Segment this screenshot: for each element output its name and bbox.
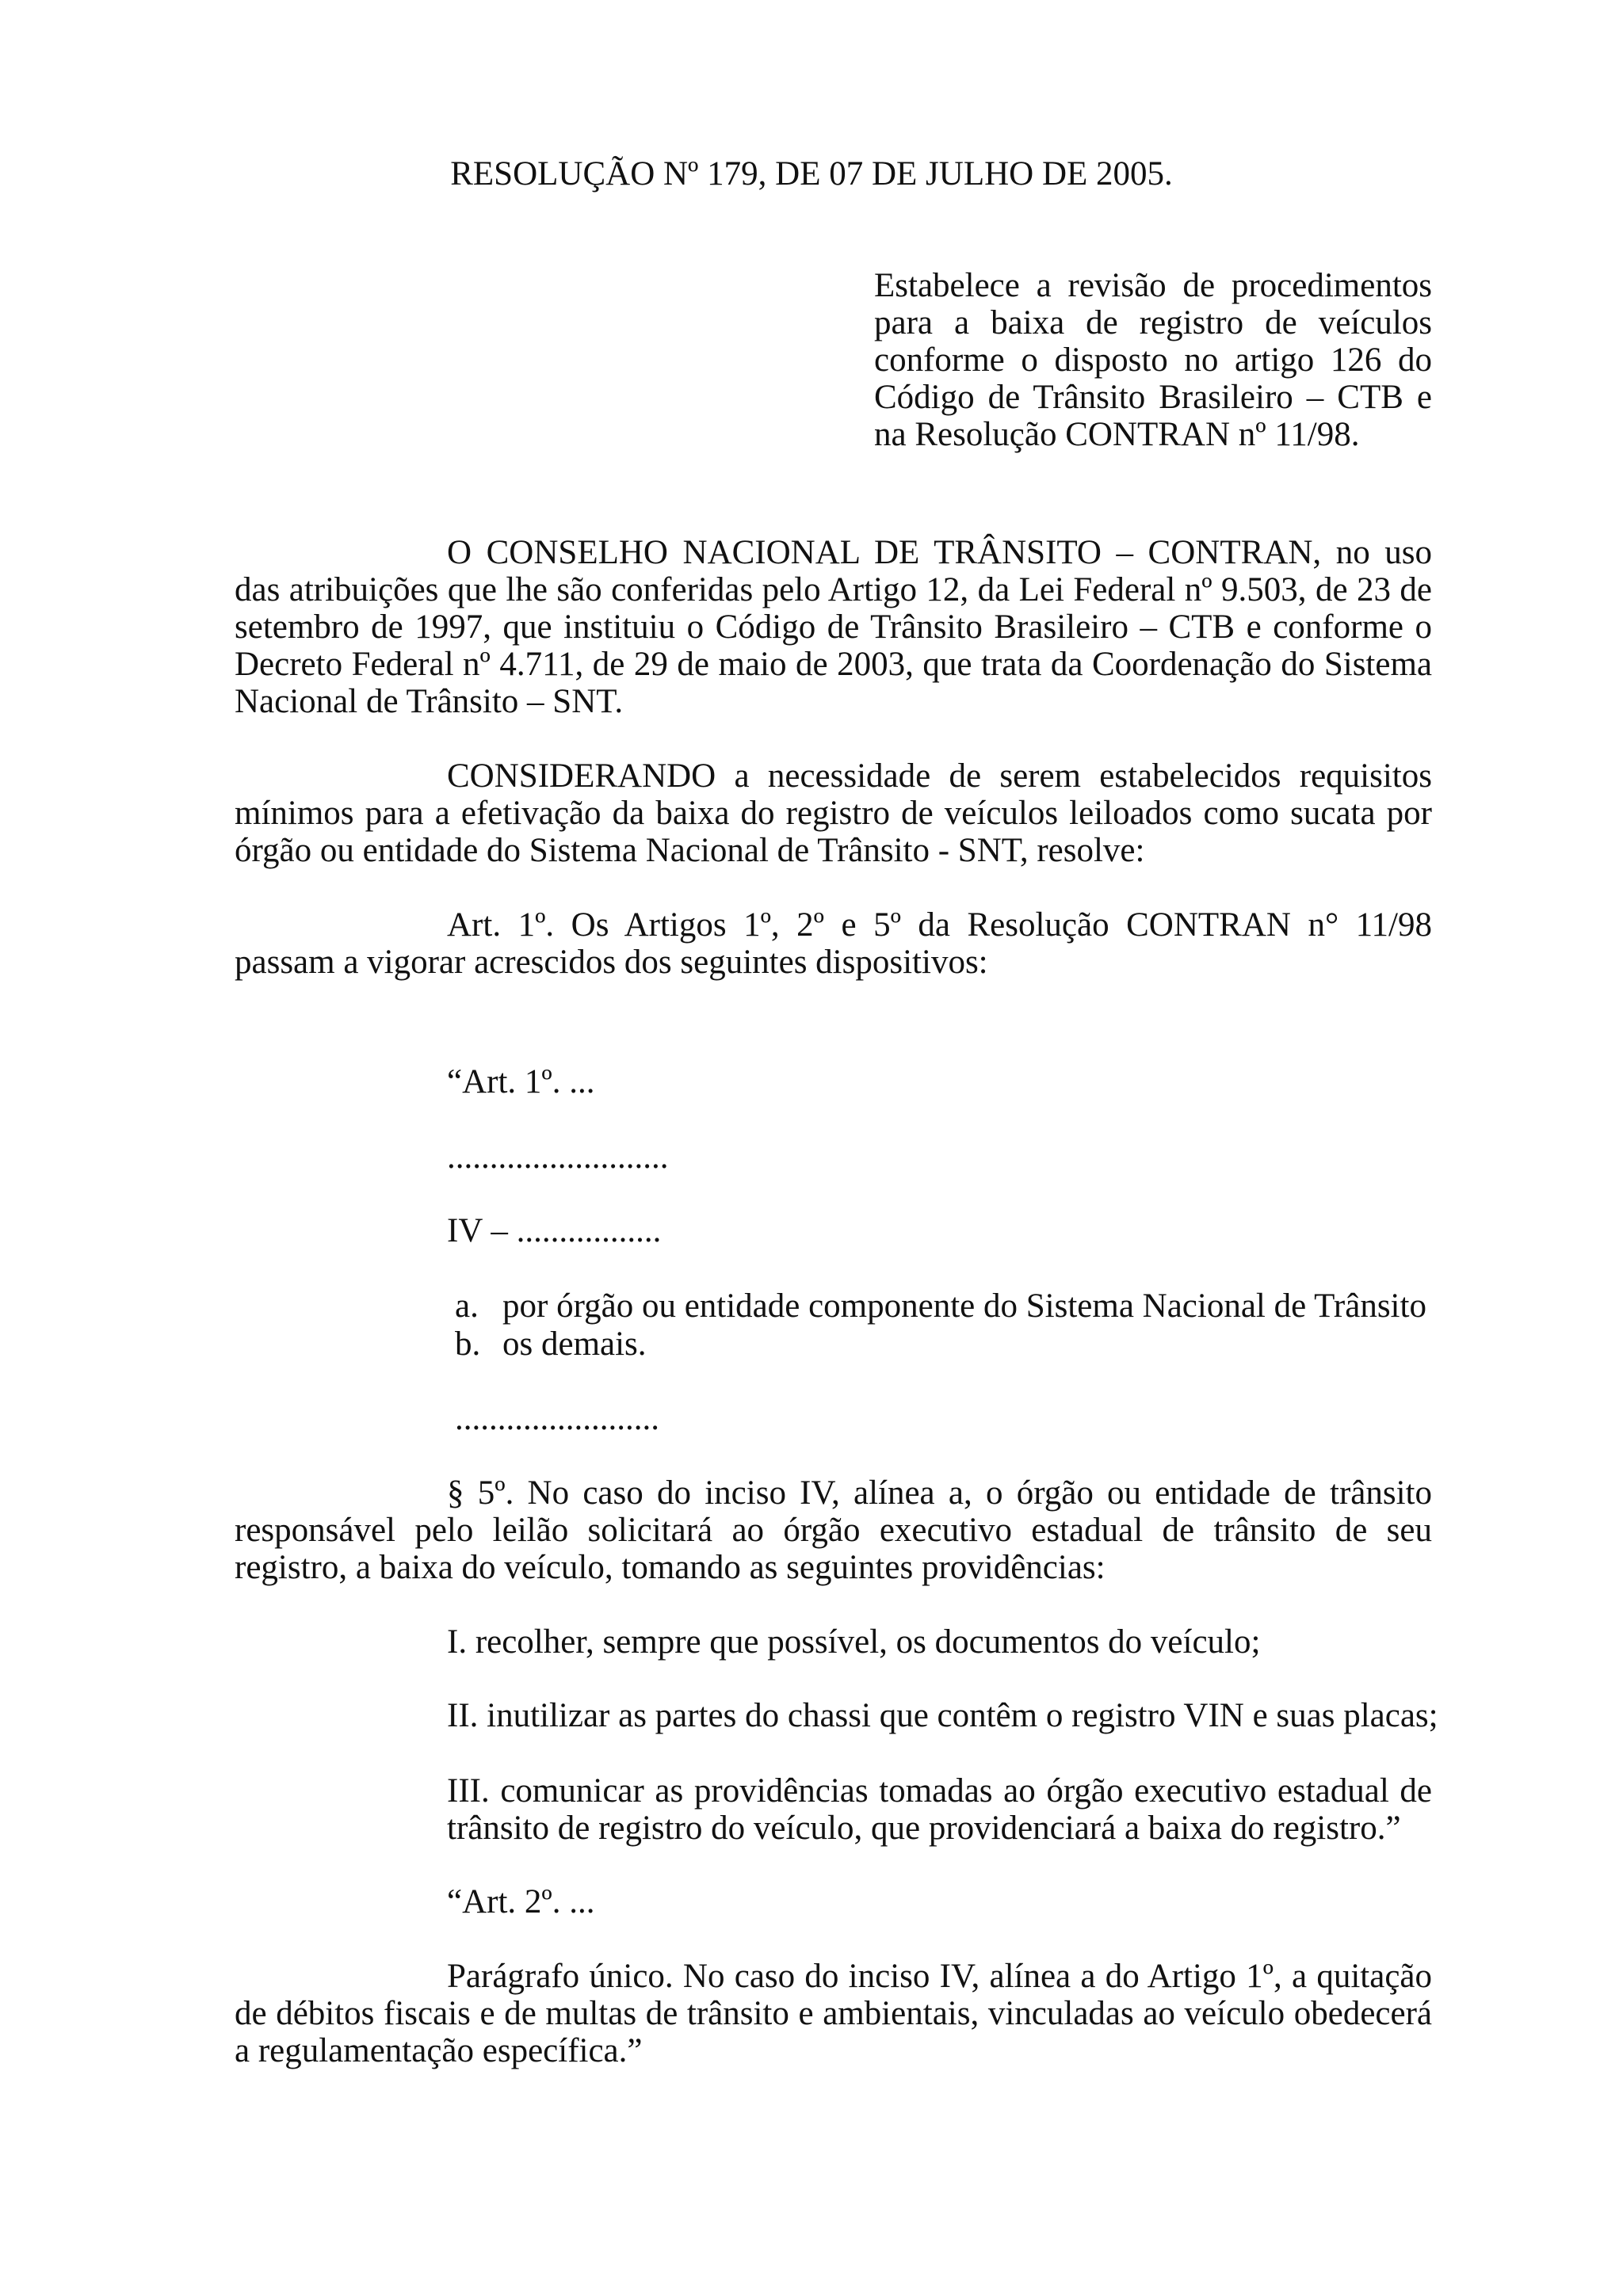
- preamble-block: [235, 534, 1432, 720]
- item-i: I. recolher, sempre que possível, os documentos do veículo;: [447, 1623, 1261, 1661]
- list-item-text: os demais.: [502, 1325, 647, 1363]
- list-marker: b.: [455, 1325, 481, 1363]
- list-item-b: [455, 1325, 647, 1363]
- considerando-paragraph: CONSIDERANDO a necessidade de serem estabelecidos requisitos mínimos para a efetivação da baixa do registro de veículos leiloados como sucata por órgão ou entidade do Sistema Nacional de Trânsito - SNT, resolve:: [235, 757, 1432, 869]
- ementa: Estabelece a revisão de procedimentos para a baixa de registro de veículos conforme o disposto no artigo 126 do Código de Trânsito Brasileiro – CTB e na Resolução CONTRAN nº 11/98.: [874, 267, 1432, 453]
- paragrafo-unico-block: [235, 1958, 1432, 2069]
- considerando-block: [235, 757, 1432, 869]
- list-marker: a.: [455, 1287, 479, 1325]
- list-item-text: por órgão ou entidade componente do Sistema Nacional de Trânsito: [502, 1287, 1426, 1325]
- resolution-title: RESOLUÇÃO Nº 179, DE 07 DE JULHO DE 2005.: [450, 155, 1173, 193]
- paragraph-5: § 5º. No caso do inciso IV, alínea a, o órgão ou entidade de trânsito responsável pelo leilão solicitará ao órgão executivo estadual de trânsito de seu registro, a baixa do veículo, tomando as seguintes providências:: [235, 1474, 1432, 1586]
- article-1-paragraph: Art. 1º. Os Artigos 1º, 2º e 5º da Resolução CONTRAN n° 11/98 passam a vigorar acrescidos dos seguintes dispositivos:: [235, 906, 1432, 981]
- paragraph-5-block: [235, 1474, 1432, 1586]
- preamble-paragraph: O CONSELHO NACIONAL DE TRÂNSITO – CONTRAN, no uso das atribuições que lhe são conferidas pelo Artigo 12, da Lei Federal nº 9.503, de 23 de setembro de 1997, que instituiu o Código de Trânsito Brasileiro – CTB e conforme o Decreto Federal nº 4.711, de 29 de maio de 2003, que trata da Coordenação do Sistema Nacional de Trânsito – SNT.: [235, 534, 1432, 720]
- item-ii: II. inutilizar as partes do chassi que contêm o registro VIN e suas placas;: [447, 1697, 1438, 1734]
- quote-article-2: “Art. 2º. ...: [447, 1883, 595, 1920]
- inciso-iv: IV – .................: [447, 1212, 662, 1249]
- article-1-block: [235, 906, 1432, 981]
- ellipsis-line-2: ........................: [455, 1400, 659, 1437]
- item-iii: III. comunicar as providências tomadas ao órgão executivo estadual de trânsito de registro do veículo, que providenciará a baixa do registro.”: [447, 1772, 1432, 1847]
- ellipsis-line-1: ..........................: [447, 1138, 669, 1176]
- paragrafo-unico: Parágrafo único. No caso do inciso IV, alínea a do Artigo 1º, a quitação de débitos fiscais e de multas de trânsito e ambientais, vinculadas ao veículo obedecerá a regulamentação específica.”: [235, 1958, 1432, 2069]
- list-item-a: [455, 1287, 1426, 1325]
- quote-article-1: “Art. 1º. ...: [447, 1063, 595, 1100]
